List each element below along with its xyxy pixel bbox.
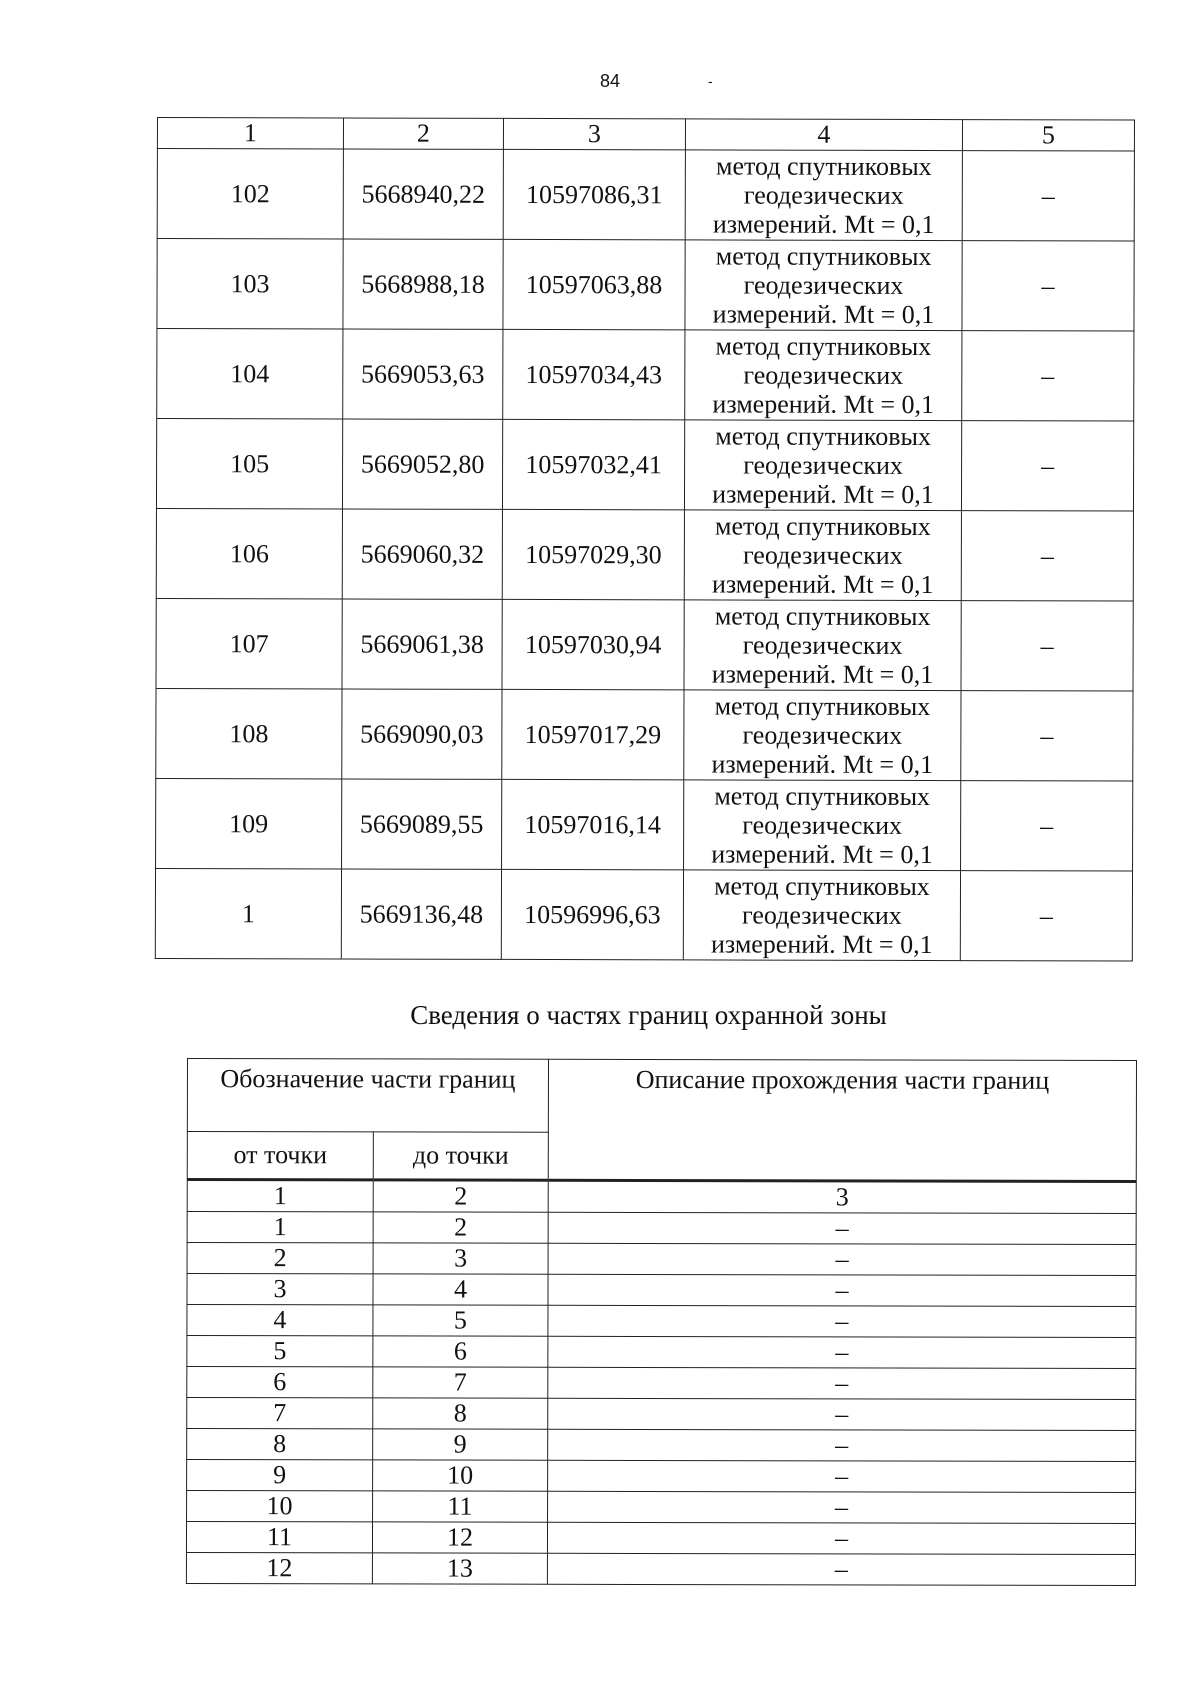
page-mark: - bbox=[708, 73, 713, 89]
y-coordinate: 10597029,30 bbox=[502, 509, 684, 599]
boundary-parts-table bbox=[186, 1058, 1137, 1586]
method: метод спутниковых геодезических измерений. Mt = 0,1 bbox=[684, 780, 961, 871]
from-point: 5 bbox=[187, 1336, 373, 1367]
to-point: 12 bbox=[372, 1522, 547, 1553]
to-point: 7 bbox=[373, 1367, 548, 1398]
to-point: 4 bbox=[373, 1274, 548, 1305]
to-point-header: до точки bbox=[373, 1132, 548, 1180]
x-coordinate: 5669052,80 bbox=[342, 419, 502, 509]
part-description: – bbox=[548, 1367, 1136, 1399]
point-number: 104 bbox=[157, 329, 343, 419]
x-coordinate: 5669136,48 bbox=[341, 869, 501, 959]
y-coordinate: 10597016,14 bbox=[502, 779, 684, 869]
part-description: – bbox=[548, 1336, 1136, 1368]
point-description: – bbox=[962, 241, 1134, 331]
point-description: – bbox=[962, 151, 1134, 241]
column-number-4: 4 bbox=[685, 119, 962, 151]
column-number-3: 3 bbox=[548, 1180, 1136, 1213]
method: метод спутниковых геодезических измерений. Mt = 0,1 bbox=[683, 870, 960, 961]
column-number-3: 3 bbox=[503, 118, 685, 149]
column-number-5: 5 bbox=[962, 120, 1134, 151]
x-coordinate: 5668940,22 bbox=[343, 149, 503, 239]
method: метод спутниковых геодезических измерений. Mt = 0,1 bbox=[684, 600, 961, 691]
to-point: 3 bbox=[373, 1243, 548, 1274]
from-point: 3 bbox=[187, 1274, 373, 1305]
part-description: – bbox=[547, 1553, 1135, 1585]
point-description: – bbox=[961, 511, 1133, 601]
x-coordinate: 5669090,03 bbox=[342, 689, 502, 779]
from-point: 1 bbox=[187, 1212, 373, 1243]
table-row bbox=[156, 419, 1133, 512]
method: метод спутниковых геодезических измерений. Mt = 0,1 bbox=[684, 690, 961, 781]
table-row bbox=[187, 1305, 1136, 1338]
x-coordinate: 5669060,32 bbox=[342, 509, 502, 599]
point-number: 102 bbox=[157, 149, 343, 239]
y-coordinate: 10597032,41 bbox=[502, 419, 684, 509]
table-row bbox=[186, 1553, 1135, 1586]
from-point: 2 bbox=[187, 1243, 373, 1274]
point-description: – bbox=[961, 421, 1133, 511]
coordinates-table bbox=[155, 117, 1135, 962]
y-coordinate: 10596996,63 bbox=[501, 869, 683, 959]
table-row bbox=[156, 688, 1133, 781]
column-number-1: 1 bbox=[187, 1180, 373, 1212]
x-coordinate: 5669089,55 bbox=[342, 779, 502, 869]
part-description: – bbox=[548, 1274, 1136, 1306]
method: метод спутниковых геодезических измерений. Mt = 0,1 bbox=[684, 420, 961, 511]
method: метод спутниковых геодезических измерений. Mt = 0,1 bbox=[685, 150, 962, 241]
part-description: – bbox=[548, 1305, 1136, 1337]
table-row bbox=[156, 508, 1133, 601]
table-row bbox=[155, 868, 1132, 961]
table-row bbox=[157, 329, 1134, 422]
point-number: 105 bbox=[156, 419, 342, 509]
column-number-2: 2 bbox=[343, 118, 503, 149]
from-point: 12 bbox=[186, 1553, 372, 1584]
point-number: 106 bbox=[156, 508, 342, 598]
table-row bbox=[187, 1274, 1136, 1307]
from-point: 9 bbox=[187, 1460, 373, 1491]
point-number: 107 bbox=[156, 598, 342, 688]
table-row bbox=[186, 1522, 1135, 1555]
table-row bbox=[187, 1336, 1136, 1369]
table-row bbox=[187, 1491, 1136, 1524]
point-description: – bbox=[961, 781, 1133, 871]
from-point-header: от точки bbox=[187, 1132, 373, 1180]
from-point: 11 bbox=[186, 1522, 372, 1553]
x-coordinate: 5668988,18 bbox=[343, 239, 503, 329]
part-description: – bbox=[548, 1212, 1136, 1244]
point-description: – bbox=[961, 691, 1133, 781]
section-title: Сведения о частях границ охранной зоны bbox=[410, 1000, 887, 1030]
y-coordinate: 10597030,94 bbox=[502, 599, 684, 689]
table-row bbox=[187, 1367, 1136, 1400]
description-header: Описание прохождения части границ bbox=[548, 1059, 1136, 1181]
from-point: 4 bbox=[187, 1305, 373, 1336]
to-point: 8 bbox=[373, 1398, 548, 1429]
to-point: 9 bbox=[373, 1429, 548, 1460]
method: метод спутниковых геодезических измерений. Mt = 0,1 bbox=[684, 510, 961, 601]
method: метод спутниковых геодезических измерений. Mt = 0,1 bbox=[685, 240, 962, 331]
y-coordinate: 10597086,31 bbox=[503, 149, 685, 239]
y-coordinate: 10597063,88 bbox=[503, 239, 685, 329]
point-description: – bbox=[960, 871, 1132, 961]
point-number: 108 bbox=[156, 688, 342, 778]
table-row bbox=[157, 149, 1134, 242]
table-row bbox=[157, 239, 1134, 332]
to-point: 6 bbox=[373, 1336, 548, 1367]
to-point: 5 bbox=[373, 1305, 548, 1336]
point-description: – bbox=[962, 331, 1134, 421]
point-number: 103 bbox=[157, 239, 343, 329]
to-point: 13 bbox=[372, 1553, 547, 1584]
method: метод спутниковых геодезических измерений. Mt = 0,1 bbox=[685, 330, 962, 421]
part-description: – bbox=[548, 1491, 1136, 1523]
table-row bbox=[187, 1429, 1136, 1462]
table-row bbox=[156, 778, 1133, 871]
from-point: 7 bbox=[187, 1398, 373, 1429]
to-point: 11 bbox=[373, 1491, 548, 1522]
column-number-2: 2 bbox=[373, 1180, 548, 1212]
page-number: 84 bbox=[600, 71, 621, 91]
table-row bbox=[187, 1398, 1136, 1431]
designation-header: Обозначение части границ bbox=[187, 1059, 548, 1133]
y-coordinate: 10597034,43 bbox=[503, 329, 685, 419]
x-coordinate: 5669053,63 bbox=[343, 329, 503, 419]
column-number-1: 1 bbox=[157, 118, 343, 149]
part-description: – bbox=[548, 1429, 1136, 1461]
table-row bbox=[187, 1243, 1136, 1276]
part-description: – bbox=[548, 1243, 1136, 1275]
x-coordinate: 5669061,38 bbox=[342, 599, 502, 689]
table-row bbox=[187, 1460, 1136, 1493]
part-description: – bbox=[548, 1460, 1136, 1492]
table-row bbox=[156, 598, 1133, 691]
to-point: 10 bbox=[373, 1460, 548, 1491]
coordinates-column-numbers bbox=[157, 118, 1134, 152]
part-description: – bbox=[548, 1398, 1136, 1430]
parts-header-row bbox=[187, 1059, 1136, 1134]
from-point: 10 bbox=[187, 1491, 373, 1522]
part-description: – bbox=[547, 1522, 1135, 1554]
point-number: 1 bbox=[155, 868, 341, 958]
parts-column-numbers bbox=[187, 1180, 1136, 1214]
point-number: 109 bbox=[156, 778, 342, 868]
from-point: 6 bbox=[187, 1367, 373, 1398]
point-description: – bbox=[961, 601, 1133, 691]
y-coordinate: 10597017,29 bbox=[502, 689, 684, 779]
from-point: 8 bbox=[187, 1429, 373, 1460]
to-point: 2 bbox=[373, 1212, 548, 1243]
table-row bbox=[187, 1212, 1136, 1245]
